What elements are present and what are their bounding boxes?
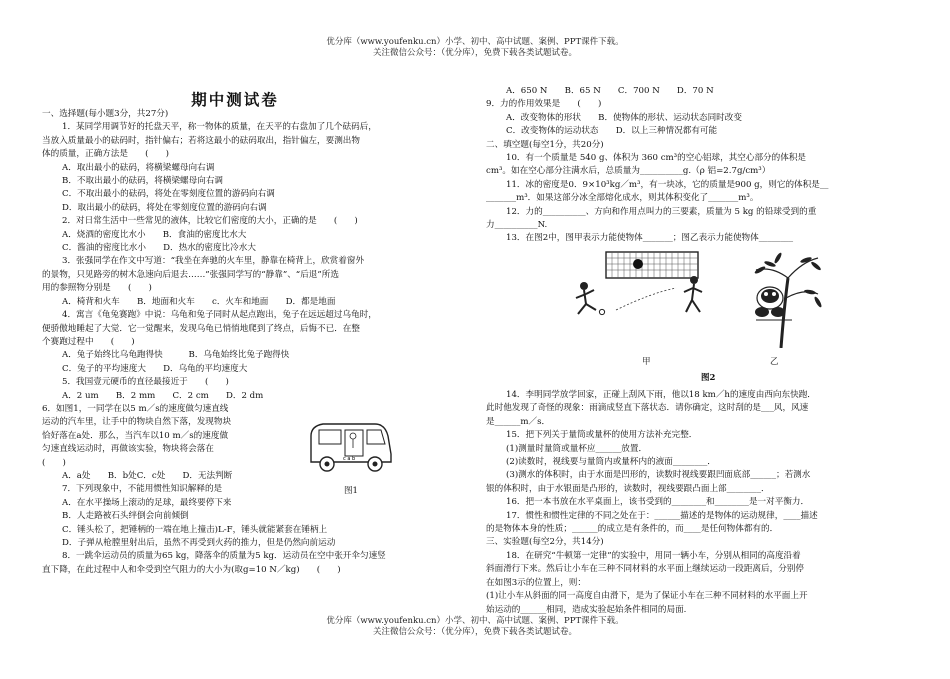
- left-column: [42, 108, 470, 577]
- question-text: 直下降，在此过程中人和伞受到空气阻力的大小为(取g=10 N／kg) ( ): [42, 564, 341, 575]
- question-text: 4．寓言《龟兔赛跑》中说：乌龟和兔子同时从起点跑出，兔子在远远超过乌龟时，: [62, 310, 377, 321]
- option: D．子弹从枪膛里射出后，虽然不再受到火药的推力，但是仍然向前运动: [62, 538, 336, 548]
- option: A．取出最小的砝码，将横梁螺母向右调: [62, 162, 215, 173]
- question-text: 3．张强同学在作文中写道：“我坐在奔驰的火车里，静靠在椅背上，欣赏着窗外: [62, 256, 365, 267]
- question-text: 银的体积时，由于水银面是凸形的，读数时，视线要跟凸面上部________．: [486, 483, 770, 494]
- question-text: 斜面滑行下来。然后让小车在三种不同材料的水平面上继续运动一段距离后，分别停: [486, 564, 804, 575]
- question-text: 的景物，只见路旁的树木急速向后退去……”张强同学写的“静靠”、“后退”所选: [42, 269, 339, 280]
- page-title: 期中测试卷: [191, 90, 279, 109]
- right-column-lower: [486, 389, 916, 617]
- question-text: 用的参照物分别是 ( ): [42, 283, 152, 294]
- option: A．在水平操场上滚动的足球，最终要停下来: [62, 497, 232, 508]
- figure-2: [556, 248, 826, 348]
- question-text: 16．把一本书放在水平桌面上，该书受到的________和________是一对平衡力．: [506, 497, 810, 508]
- option: A．650 N B．65 N C．700 N D．70 N: [506, 86, 714, 96]
- figure-2-label-a: 甲: [642, 357, 651, 367]
- option: A．烧酒的密度比水小 B．食油的密度比水大: [62, 229, 247, 240]
- question-text: ( ): [42, 457, 66, 468]
- figure-1-van: [305, 418, 395, 483]
- figure-2-label-b: 乙: [770, 357, 779, 367]
- option: B．不取出最小的砝码，将横梁螺母向右调: [62, 176, 224, 187]
- question-text: 是______m／s．: [486, 416, 551, 427]
- figure-1-label: 图1: [344, 486, 358, 496]
- figure-2-player-right: [684, 276, 702, 312]
- question-text: 7．下列现象中，不能用惯性知识解释的是: [62, 484, 223, 495]
- question-text: 2．对日常生活中一些常见的液体，比较它们密度的大小，正确的是 ( ): [62, 216, 358, 227]
- question-text: 始运动的______相同，造成实验起始条件相同的局面.: [486, 604, 687, 615]
- section-heading: 三、实验题(每空2分，共14分): [486, 537, 604, 548]
- figure-2-player-left: [576, 282, 605, 315]
- question-text: 便骄傲地睡起了大觉．它一觉醒来，发现乌龟已悄悄地爬到了终点，后悔不已．在整: [42, 323, 360, 334]
- section-heading: 一、选择题(每小题3分，共27分): [42, 109, 169, 119]
- question-text: 18．在研究“牛顿第一定律”的实验中，用同一辆小车，分别从相同的高度沿着: [506, 550, 801, 561]
- question-text: (3)测水的体积时，由于水面是凹形的，读数时视线要跟凹面底部______；若测水: [506, 470, 811, 481]
- question-text: 15．把下列关于量筒或量杯的使用方法补充完整．: [506, 430, 698, 441]
- header-line-2: 关注微信公众号：（优分库），免费下载各类试题试卷。: [372, 48, 577, 58]
- question-text: 17．惯性和惯性定律的不同之处在于：______描述的是物体的运动规律，____描述: [506, 510, 818, 521]
- question-text: 此时他发现了奇怪的现象：雨滴成竖直下落状态．请你确定，这时刮的是___风，风速: [486, 403, 809, 414]
- option: A．2 um B．2 mm C．2 cm D．2 dm: [62, 390, 264, 401]
- footer-line-1: 优分库（www.youfenku.cn）小学、初中、高中试题、案例、PPT课件下载。: [326, 616, 624, 626]
- option: C．改变物体的运动状态 D．以上三种情况都有可能: [506, 126, 718, 137]
- question-text: 5．我国壹元硬币的直径最接近于 ( ): [62, 377, 229, 388]
- option: A．a处 B．b处C．c处 D．无法判断: [62, 470, 233, 481]
- question-text: 的是物体本身的性质；______的成立是有条件的，而____是任何物体都有的．: [486, 524, 779, 535]
- question-text: 12．力的__________、方向和作用点叫力的三要素，质量为 5 kg 的铅球受到的重: [506, 206, 817, 217]
- section-heading: 二、填空题(每空1分，共20分): [486, 139, 604, 150]
- header: [0, 37, 950, 59]
- option: D．取出最小的砝码，将处在零刻度位置的游码向右调: [62, 202, 267, 213]
- right-column: [486, 85, 916, 246]
- question-text: 恰好落在a处．那么，当汽车以10 m／s的速度做: [42, 430, 229, 441]
- question-text: (2)读数时，视线要与量筒内或量杯内的液面________．: [506, 457, 716, 468]
- option: C．不取出最小的砝码，将处在零刻度位置的游码向右调: [62, 189, 275, 200]
- question-text: 在如图3示的位置上，则：: [486, 577, 586, 588]
- question-text: (1)测量时量筒或量杯应______放置．: [506, 443, 648, 454]
- footer-line-2: 关注微信公众号：（优分库），免费下载各类试题试卷。: [372, 627, 577, 637]
- question-text: 10．有一个质量是 540 g、体积为 360 cm³的空心铝球，其空心部分的体积是: [506, 153, 807, 164]
- question-text: 8．一跳伞运动员的质量为65 kg，降落伞的质量为5 kg．运动员在空中张开伞匀速竖: [62, 551, 386, 562]
- question-text: 个赛跑过程中 ( ): [42, 336, 135, 347]
- question-text: 体的质量，正确方法是 ( ): [42, 149, 170, 160]
- question-text: 14．李明同学放学回家，正碰上刮风下雨，他以18 km／h的速度由西向东快跑．: [506, 390, 816, 400]
- figure-2-label: 图2: [701, 373, 716, 383]
- question-text: 9．力的作用效果是 ( ): [486, 99, 602, 110]
- figure-2-panda-tree: [754, 252, 823, 348]
- question-text: cm³。如在空心部分注满水后，总质量为__________g.（ρ 铝=2.7g/cm³）: [486, 166, 771, 177]
- question-text: 11．冰的密度是0．9×10³kg／m³，有一块冰，它的质量是900 g，则它的体积是__: [506, 179, 829, 190]
- figure-2-ball-path: [616, 288, 676, 310]
- figure-1-car-text: c a b: [343, 456, 356, 462]
- question-text: 6．如图1，一同学在以5 m／s的速度做匀速直线: [42, 403, 229, 414]
- question-text: 13．在图2中，图甲表示力能使物体_______；图乙表示力能使物体________: [506, 233, 794, 244]
- question-text: (1)让小车从斜面的同一高度自由滑下，是为了保证小车在三种不同材料的水平面上开: [486, 591, 808, 602]
- option: C．锤头松了，把锤柄的一端在地上撞击)L-F，锤头就能紧套在锤柄上: [62, 524, 328, 535]
- option: C．兔子的平均速度大 D．乌龟的平均速度大: [62, 363, 248, 374]
- figure-2-goal: [606, 252, 698, 278]
- option: A．椅背和火车 B．地面和火车 c．火车和地面 D．都是地面: [62, 296, 336, 307]
- question-text: 当放入质量最小的砝码时，指针偏右；若将这最小的砝码取出，指针偏左，要测出物: [42, 135, 360, 146]
- question-text: 力__________N.: [486, 220, 548, 231]
- header-line-1: 优分库（www.youfenku.cn）小学、初中、高中试题、案例、PPT课件下载。: [326, 37, 624, 47]
- question-text: 1．某同学用调节好的托盘天平，称一物体的质量，在天平的右盘加了几个砝码后，: [62, 122, 377, 133]
- option: A．改变物体的形状 B．使物体的形状、运动状态同时改变: [506, 112, 742, 123]
- question-text: 运动的汽车里，让手中的物块自然下落，发现物块: [42, 417, 232, 428]
- option: A．兔子始终比乌龟跑得快 B．乌龟始终比兔子跑得快: [62, 350, 290, 361]
- question-text: 匀速直线运动时，再做该实验，物块将会落在: [42, 444, 214, 455]
- option: C．酱油的密度比水小 D．热水的密度比冷水大: [62, 243, 256, 254]
- option: B．人走路被石头绊倒会向前倾倒: [62, 511, 189, 522]
- footer: [0, 616, 950, 638]
- question-text: _______m³．如果这部分冰全部熔化成水，则其体积变化了_______m³。: [486, 193, 759, 204]
